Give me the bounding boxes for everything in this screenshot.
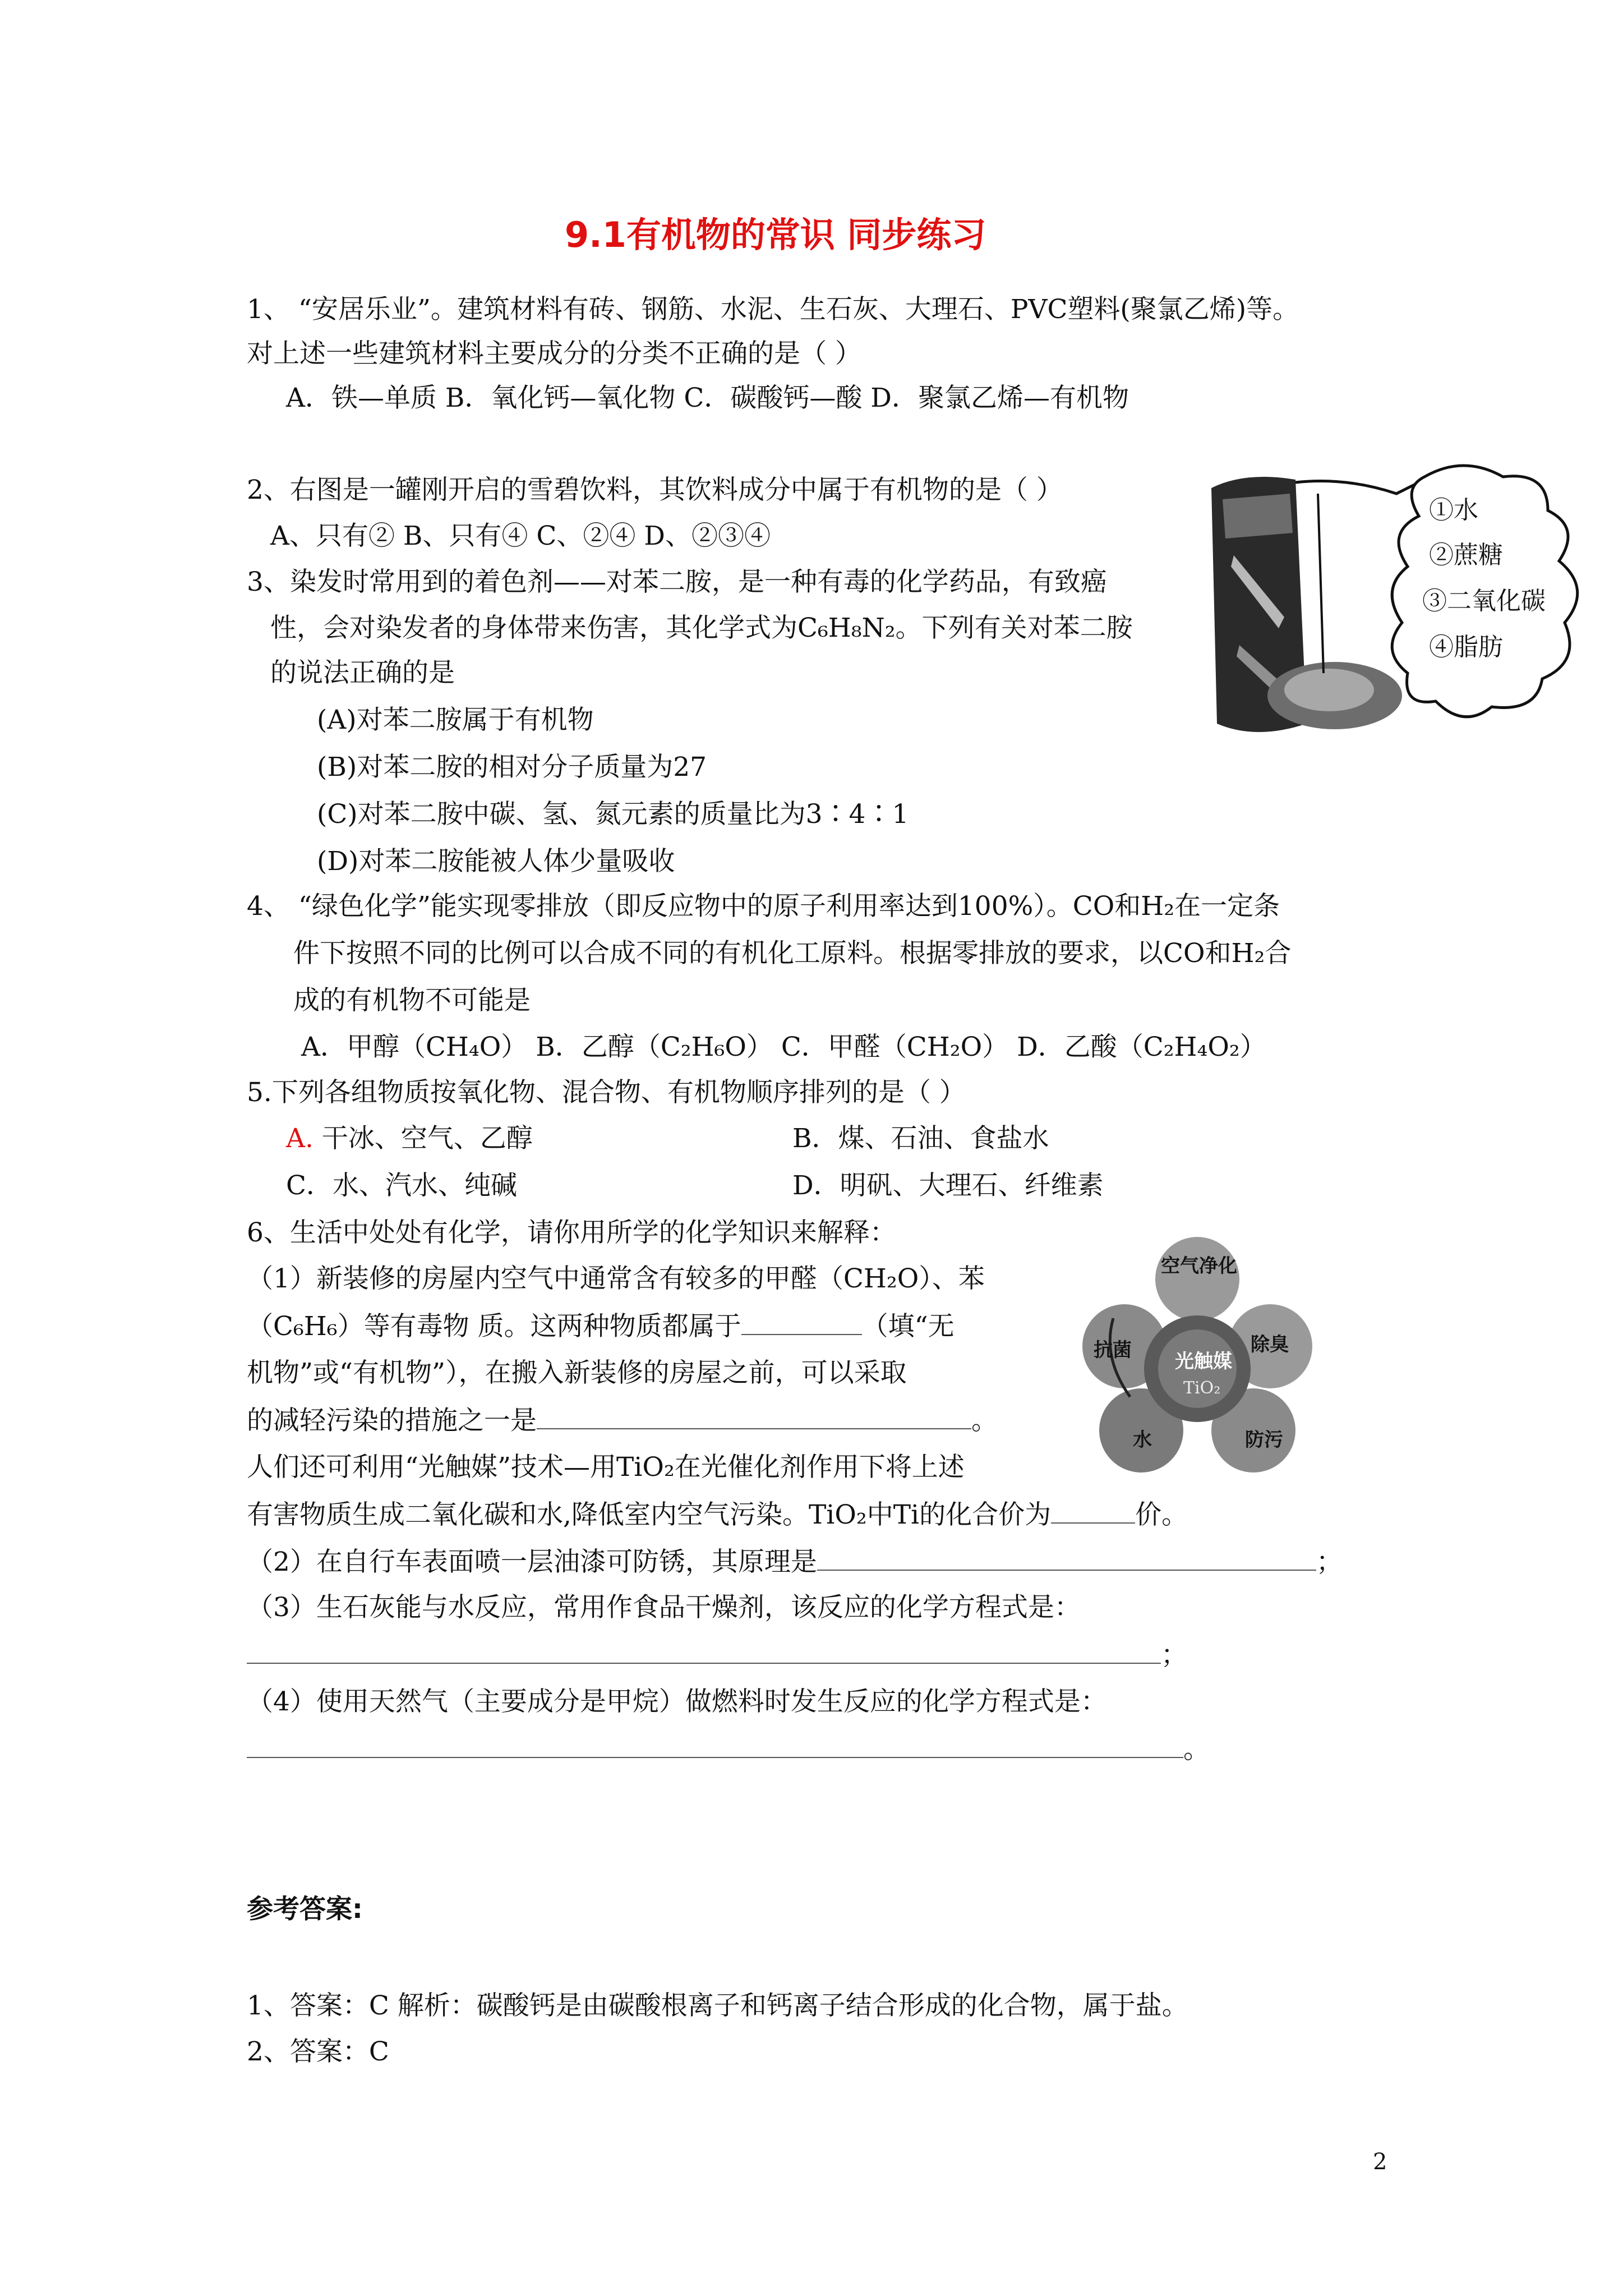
answer-blank-5[interactable] [247,1641,1161,1664]
q6-p1-line1: （1）新装修的房屋内空气中通常含有较多的甲醛（CH₂O）、苯 [247,1263,985,1294]
q4-line3: 成的有机物不可能是 [293,985,531,1016]
q5-line1: 5.下列各组物质按氧化物、混合物、有机物顺序排列的是（ ） [247,1077,966,1108]
q6-p1-line4-a: 的减轻污染的措施之一是 [247,1405,537,1436]
q2-options: A、只有② B、只有④ C、②④ D、②③④ [270,521,771,551]
q2-line1: 2、右图是一罐刚开启的雪碧饮料，其饮料成分中属于有机物的是（ ） [247,475,1063,505]
q6-p1-line6 [247,1501,1188,1528]
q6-p1-line2-b: （填“无 [861,1311,955,1342]
catalyst-label-bottom-left: 水 [1133,1429,1152,1451]
q3-line2: 性，会对染发者的身体带来伤害，其化学式为C₆H₈N₂。下列有关对苯二胺 [270,613,1133,643]
catalyst-label-top: 空气净化 [1161,1255,1237,1277]
answer-2: 2、答案：C [247,2036,389,2067]
q5-option-a-letter: A. [286,1123,313,1154]
catalyst-label-bottom-right: 防污 [1245,1429,1283,1451]
can-label-2: ②蔗糖 [1429,541,1503,569]
answers-heading: 参考答案: [247,1894,363,1925]
q5-option-b: B．煤、石油、食盐水 [792,1123,1049,1154]
q6-p3: （3）生石灰能与水反应，常用作食品干燥剂，该反应的化学方程式是： [247,1592,1081,1623]
can-label-4: ④脂肪 [1429,633,1503,661]
q6-p1-line4 [247,1407,998,1434]
catalyst-label-left: 抗菌 [1094,1339,1132,1361]
q6-p2-text: （2）在自行车表面喷一层油漆可防锈，其原理是 [247,1547,817,1577]
can-label-1: ①水 [1429,496,1478,524]
q6-p1-line5: 人们还可利用“光触媒”技术—用TiO₂在光催化剂作用下将上述 [247,1452,965,1483]
q4-options: A．甲醇（CH₄O） B．乙醇（C₂H₆O） C．甲醛（CH₂O） D．乙酸（C₂H₄O₂） [301,1032,1266,1062]
catalyst-label-center-sub: TiO₂ [1183,1378,1221,1398]
q6-p1-line3: 机物”或“有机物”），在搬入新装修的房屋之前，可以采取 [247,1358,907,1388]
q3-option-b: (B)对苯二胺的相对分子质量为27 [317,752,707,783]
answer-blank-2[interactable] [537,1407,971,1429]
q3-option-d: (D)对苯二胺能被人体少量吸收 [317,846,675,877]
page-number: 2 [1373,2149,1387,2175]
q6-p1-line6-a: 有害物质生成二氧化碳和水,降低室内空气污染。TiO₂中Ti的化合价为 [247,1499,1052,1530]
q4-line1: 4、 “绿色化学”能实现零排放（即反应物中的原子利用率达到100%）。CO和H₂在一定条 [247,891,1280,922]
page-title: 9.1有机物的常识 同步练习 [565,214,986,255]
q6-p2-end: ； [1316,1547,1343,1577]
q6-p1-line2-a: （C₆H₆）等有毒物 质。这两种物质都属于 [247,1311,741,1342]
q5-option-a-text: 干冰、空气、乙醇 [313,1123,533,1154]
q5-option-c: C．水、汽水、纯碱 [286,1170,517,1201]
q1-line1: 1、 “安居乐业”。建筑材料有砖、钢筋、水泥、生石灰、大理石、PVC塑料(聚氯乙烯)等。 [247,294,1299,325]
answer-1: 1、答案：C 解析：碳酸钙是由碳酸根离子和钙离子结合形成的化合物，属于盐。 [247,1990,1188,2021]
q6-p1-line6-b: 价。 [1135,1499,1188,1530]
q5-option-a [286,1125,533,1152]
q6-p1-line4-b: 。 [971,1405,998,1436]
q6-p1-line2 [247,1313,955,1340]
q1-options: A．铁—单质 B．氧化钙—氧化物 C．碳酸钙—酸 D．聚氯乙烯—有机物 [286,383,1129,413]
answer-blank-3[interactable] [1051,1501,1135,1524]
q6-p3-answer-line [247,1640,1187,1671]
answer-blank-1[interactable] [741,1313,862,1335]
q4-line2: 件下按照不同的比例可以合成不同的有机化工原料。根据零排放的要求，以CO和H₂合 [293,938,1292,969]
catalyst-label-right: 除臭 [1251,1333,1289,1356]
q3-option-a: (A)对苯二胺属于有机物 [317,705,594,735]
q3-line1: 3、染发时常用到的着色剂——对苯二胺，是一种有毒的化学药品，有致癌 [247,567,1107,597]
q6-p4: （4）使用天然气（主要成分是甲烷）做燃料时发生反应的化学方程式是： [247,1686,1107,1717]
answer-blank-4[interactable] [817,1548,1316,1571]
q6-p2 [247,1548,1343,1575]
q6-p3-end: ； [1161,1640,1187,1671]
q6-p4-answer-line [247,1736,1210,1763]
q5-option-d: D．明矾、大理石、纤维素 [792,1170,1104,1201]
q6-p4-end: 。 [1183,1734,1210,1765]
q6-line1: 6、生活中处处有化学，请你用所学的化学知识来解释： [247,1217,896,1248]
q3-option-c: (C)对苯二胺中碳、氢、氮元素的质量比为3∶4∶1 [317,799,909,830]
can-label-3: ③二氧化碳 [1422,587,1546,615]
q3-line3: 的说法正确的是 [270,657,455,688]
answer-blank-6[interactable] [247,1736,1183,1758]
catalyst-label-center: 光触媒 [1175,1350,1232,1373]
q1-line2: 对上述一些建筑材料主要成分的分类不正确的是（ ） [247,338,861,369]
